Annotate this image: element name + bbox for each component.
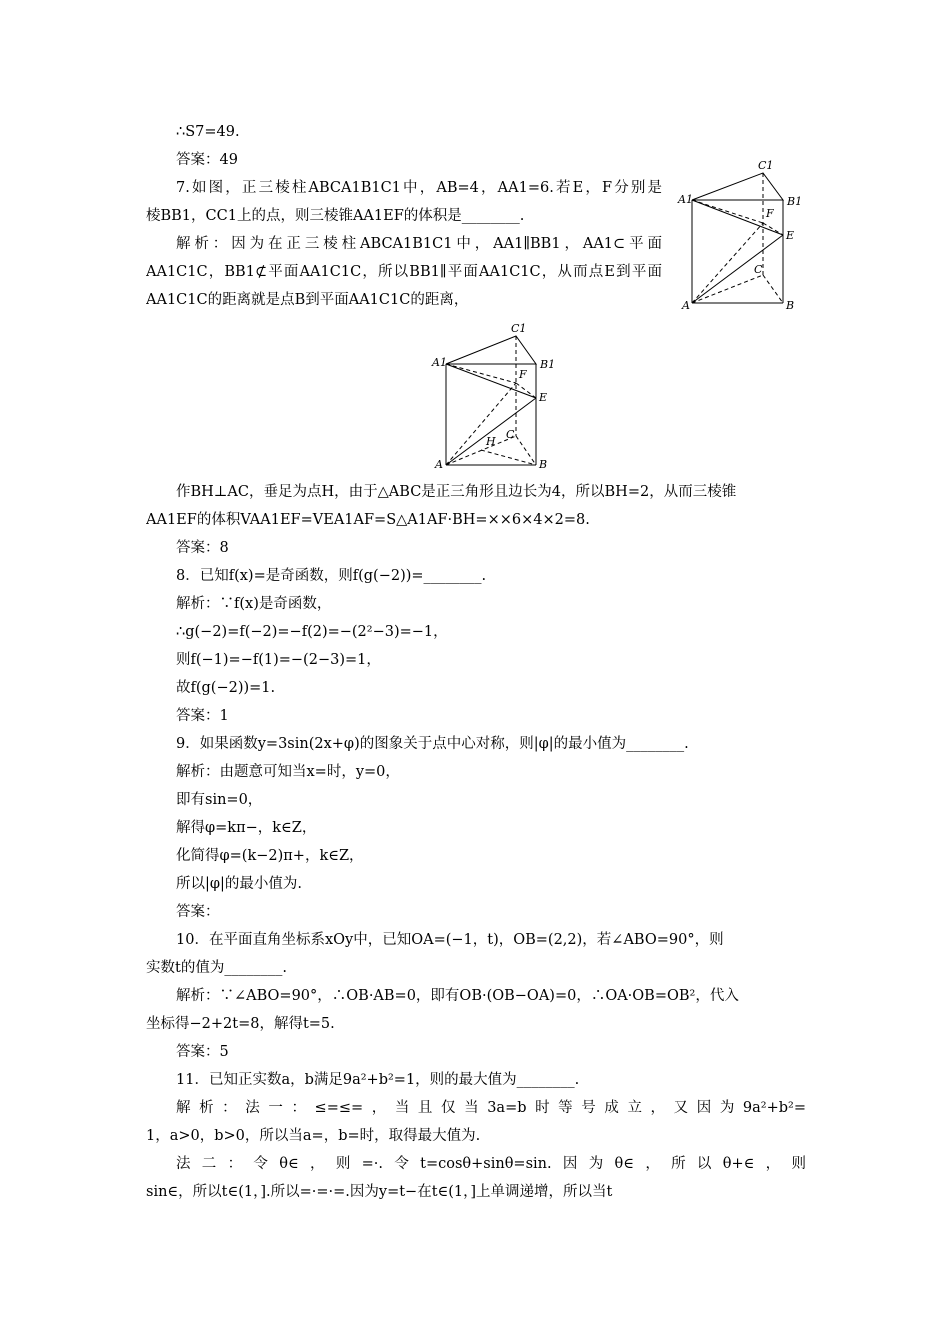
- solution-line: sin∈，所以t∈(1，].所以=·=·=.因为y=t−在t∈(1，]上单调递增，所以当t: [146, 1184, 613, 1200]
- text-line: 答案：49: [176, 152, 238, 168]
- question-7-line: 棱BB1，CC1上的点，则三棱锥AA1EF的体积是________.: [146, 208, 525, 224]
- label-h: H: [486, 435, 496, 448]
- solution-line: 故f(g(−2))=1.: [176, 680, 276, 696]
- label-c: C: [506, 428, 515, 441]
- question-10-line: 10．在平面直角坐标系xOy中，已知OA=(−1，t)，OB=(2,2)，若∠ABO=90°，则: [176, 932, 724, 948]
- label-c: C: [754, 263, 763, 276]
- question-7-line: 7.如图，正三棱柱ABCA1B1C1中，AB=4，AA1=6.若E，F分别是: [176, 180, 662, 196]
- question-11-line: 11．已知正实数a，b满足9a²+b²=1，则的最大值为________.: [176, 1072, 580, 1088]
- prism-figure-top: [670, 155, 810, 315]
- label-c1: C1: [758, 159, 774, 172]
- label-e: E: [786, 229, 795, 242]
- question-8-line: 8．已知f(x)=是奇函数，则f(g(−2))=________.: [176, 568, 487, 584]
- solution-line: AA1C1C，BB1⊄平面AA1C1C，所以BB1∥平面AA1C1C，从而点E到平面: [146, 264, 662, 280]
- text-line: ∴S7=49.: [176, 124, 240, 140]
- prism-figure-mid: [428, 318, 568, 473]
- solution-line: AA1C1C的距离就是点B到平面AA1C1C的距离，: [146, 292, 469, 308]
- solution-line: 所以|φ|的最小值为.: [176, 876, 303, 892]
- label-b: B: [786, 299, 795, 312]
- solution-line: 化简得φ=(k−2)π+，k∈Z，: [176, 848, 364, 864]
- label-e: E: [539, 391, 548, 404]
- label-a1: A1: [432, 356, 447, 369]
- label-f: F: [519, 368, 527, 381]
- solution-line: 作BH⊥AC，垂足为点H，由于△ABC是正三角形且边长为4，所以BH=2，从而三棱锥: [176, 484, 737, 500]
- answer-line: 答案：8: [176, 540, 229, 556]
- solution-line: 解析：∵f(x)是奇函数，: [176, 596, 332, 612]
- label-f: F: [766, 207, 774, 220]
- label-b1: B1: [787, 195, 803, 208]
- solution-line: 即有sin=0，: [176, 792, 263, 808]
- solution-line: 解析：法一：≤=≤=，当且仅当3a=b时等号成立，又因为9a²+b²=: [176, 1100, 806, 1116]
- label-b: B: [539, 458, 548, 471]
- label-a: A: [435, 458, 443, 471]
- solution-line: 法二：令θ∈，则=·.令t=cosθ+sinθ=sin.因为θ∈，所以θ+∈，则: [176, 1156, 806, 1172]
- solution-line: 则f(−1)=−f(1)=−(2−3)=1，: [176, 652, 381, 668]
- solution-line: 解析：因为在正三棱柱ABCA1B1C1中，AA1∥BB1，AA1⊂平面: [176, 236, 662, 252]
- answer-line: 答案：1: [176, 708, 229, 724]
- label-a: A: [682, 299, 690, 312]
- label-b1: B1: [540, 358, 556, 371]
- solution-line: 解析：∵∠ABO=90°，∴OB·AB=0，即有OB·(OB−OA)=0，∴OA·OB=OB²，代入: [176, 988, 739, 1004]
- solution-line: AA1EF的体积VAA1EF=VEA1AF=S△A1AF·BH=××6×4×2=8.: [146, 512, 590, 528]
- solution-line: 坐标得−2+2t=8，解得t=5.: [146, 1016, 335, 1032]
- label-c1: C1: [511, 322, 527, 335]
- solution-line: ∴g(−2)=f(−2)=−f(2)=−(2²−3)=−1，: [176, 624, 448, 640]
- question-10-line: 实数t的值为________.: [146, 960, 287, 976]
- solution-line: 解得φ=kπ−，k∈Z，: [176, 820, 317, 836]
- question-9-line: 9．如果函数y=3sin(2x+φ)的图象关于点中心对称，则|φ|的最小值为________.: [176, 736, 689, 752]
- solution-line: 解析：由题意可知当x=时，y=0，: [176, 764, 400, 780]
- solution-line: 1，a>0，b>0，所以当a=，b=时，取得最大值为.: [146, 1128, 481, 1144]
- answer-line: 答案：5: [176, 1044, 229, 1060]
- answer-line: 答案：: [176, 904, 220, 920]
- label-a1: A1: [678, 193, 693, 206]
